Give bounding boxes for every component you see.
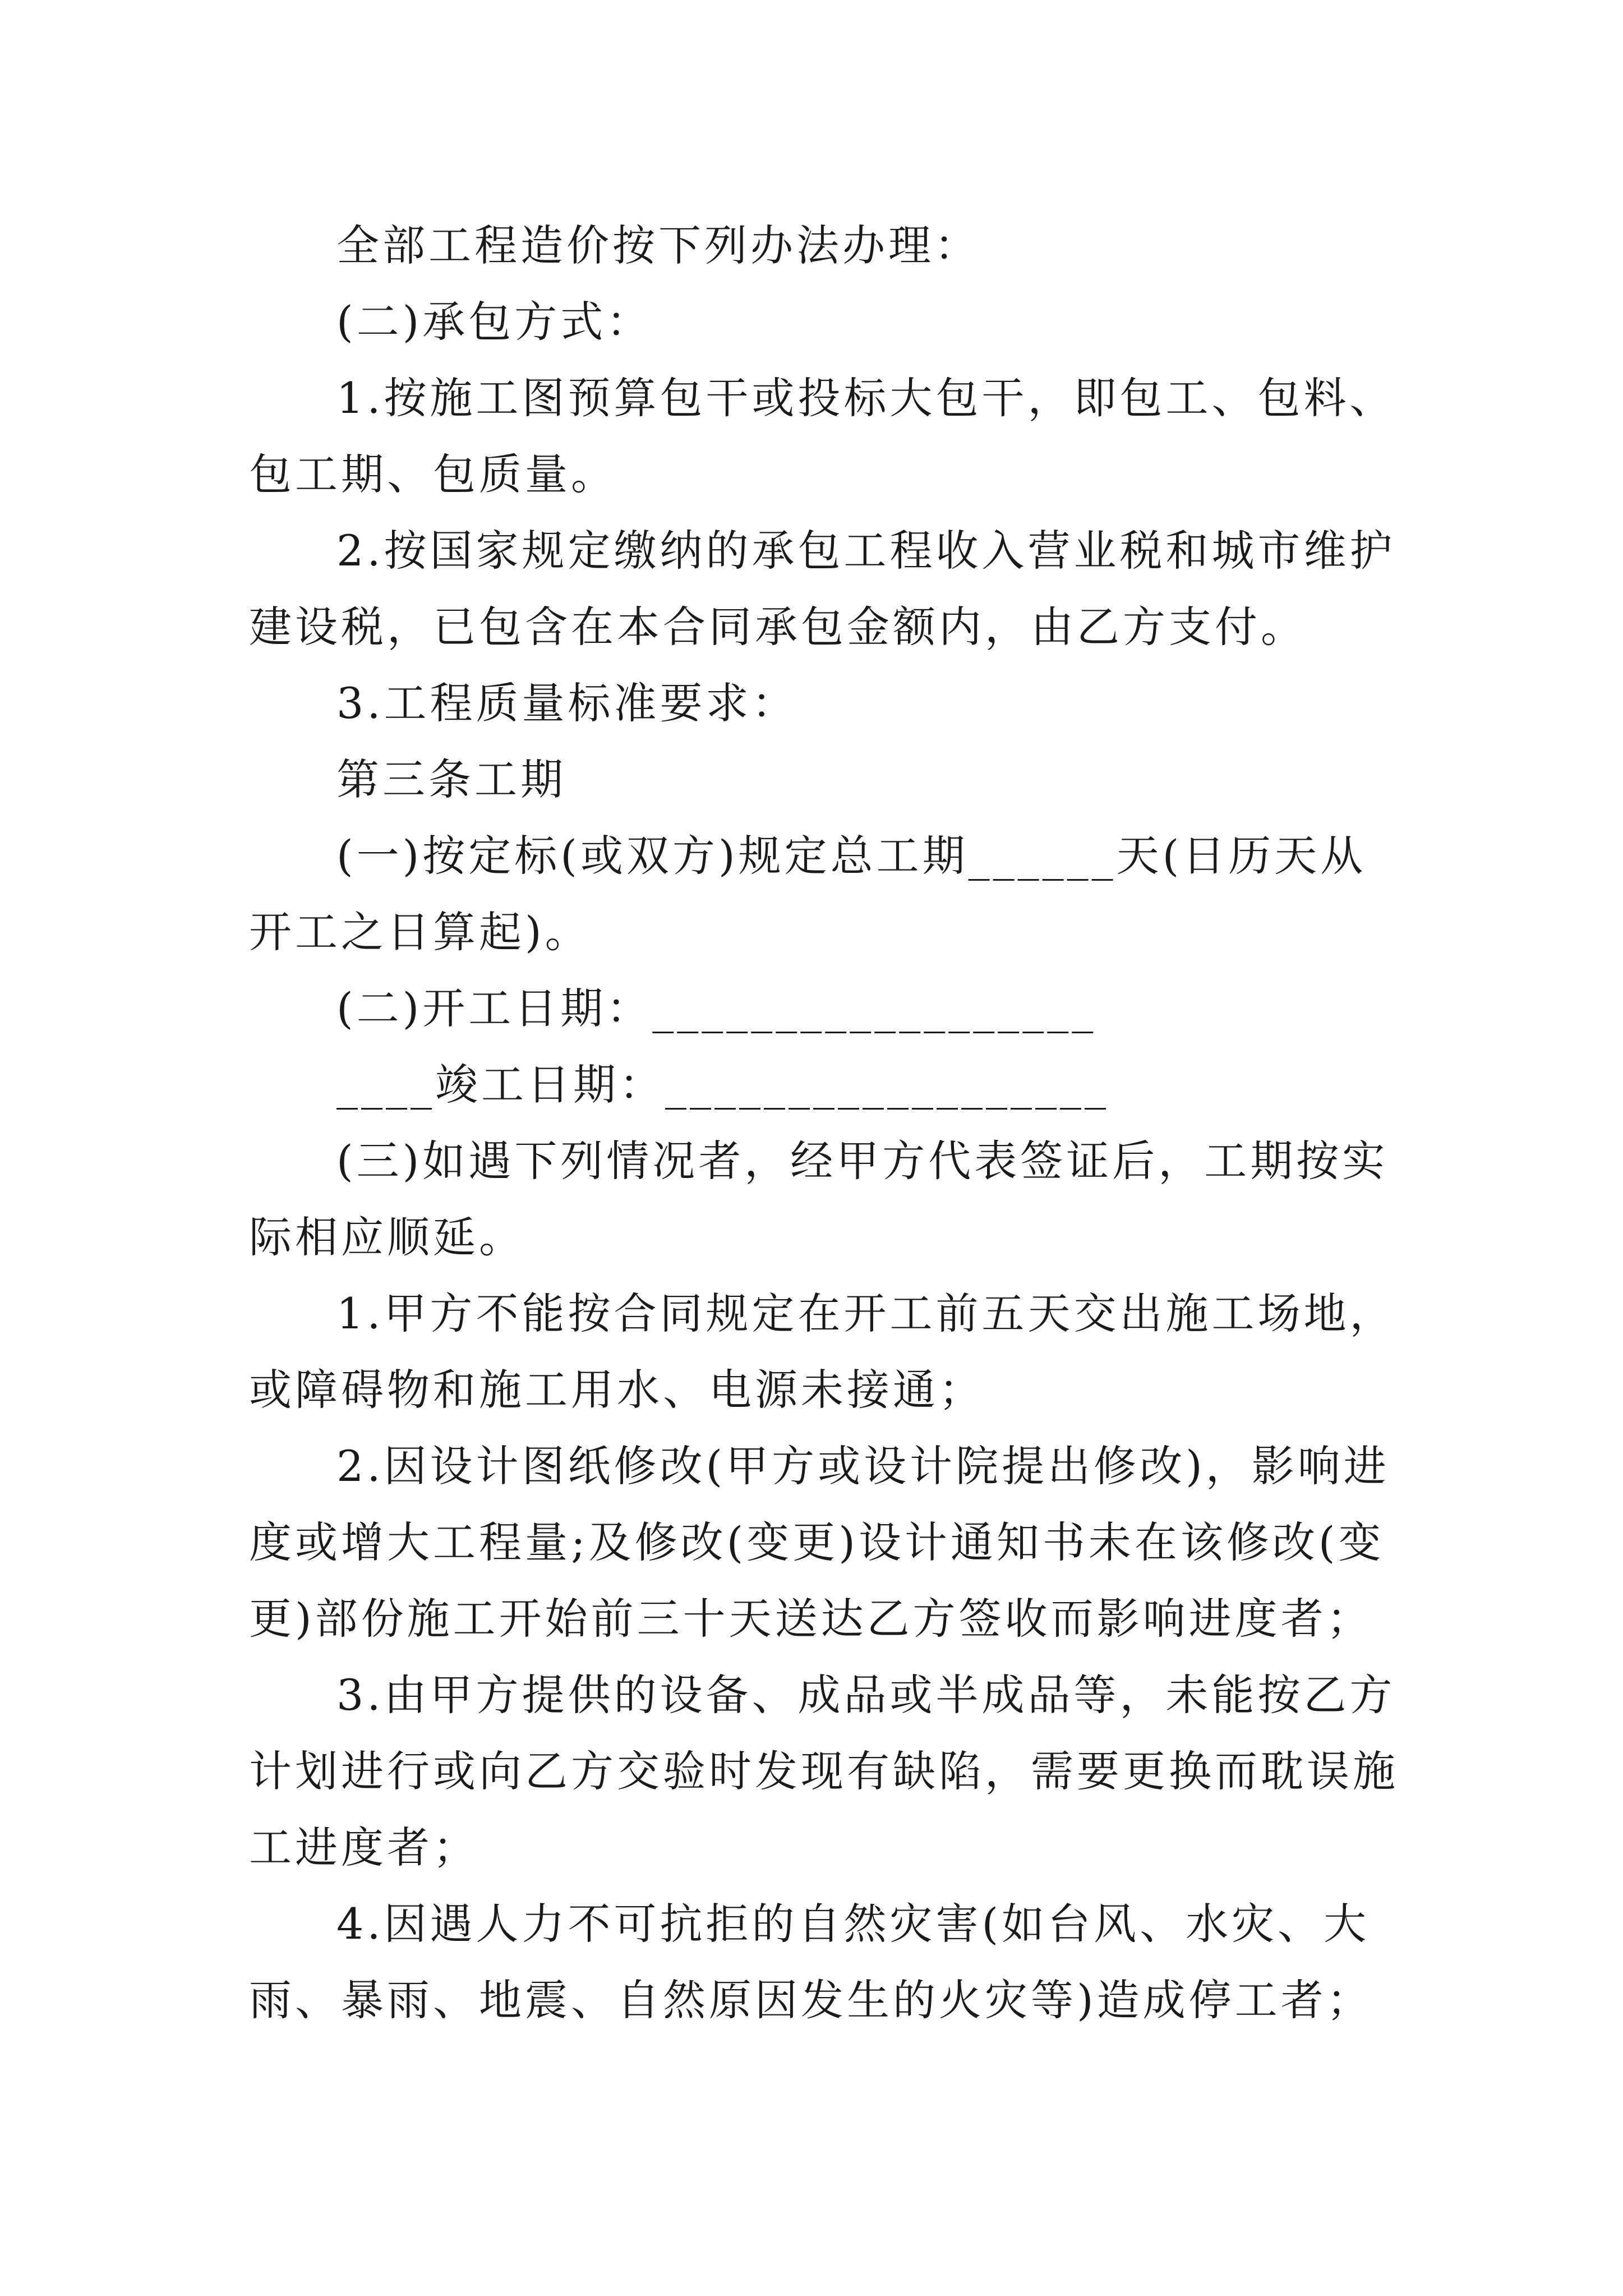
paragraph-condition-1-site: 1.甲方不能按合同规定在开工前五天交出施工场地，或障碍物和施工用水、电源未接通；	[249, 1289, 1396, 1415]
paragraph-article-3-heading: 第三条工期	[336, 754, 566, 804]
paragraph-item-2-tax: 2.按国家规定缴纳的承包工程收入营业税和城市维护建设税，已包含在本合同承包金额内，由乙方支付。	[249, 526, 1396, 652]
paragraph-extension-conditions: (三)如遇下列情况者，经甲方代表签证后，工期按实际相应顺延。	[249, 1136, 1389, 1262]
paragraph-condition-2-design: 2.因设计图纸修改(甲方或设计院提出修改)，影响进度或增大工程量;及修改(变更)设计通知书未在该修改(变更)部份施工开始前三十天送达乙方签收而影响进度者；	[249, 1441, 1390, 1644]
paragraph-item-3-quality: 3.工程质量标准要求：	[336, 678, 798, 728]
paragraph-contract-mode-heading: (二)承包方式：	[336, 297, 653, 347]
paragraph-condition-3-equipment: 3.由甲方提供的设备、成品或半成品等，未能按乙方计划进行或向乙方交验时发现有缺陷，需要更换而耽误施工进度者；	[249, 1670, 1399, 1872]
paragraph-start-date: (二)开工日期：__________________	[336, 983, 1097, 1033]
paragraph-condition-4-force-majeure: 4.因遇人力不可抗拒的自然灾害(如台风、水灾、大雨、暴雨、地震、自然原因发生的火灾等)造成停工者；	[249, 1899, 1373, 2025]
paragraph-completion-date: ____竣工日期：__________________	[336, 1060, 1109, 1110]
paragraph-total-duration: (一)按定标(或双方)规定总工期______天(日历天从开工之日算起)。	[249, 831, 1367, 957]
paragraph-item-1-lump-sum: 1.按施工图预算包干或投标大包干，即包工、包料、包工期、包质量。	[249, 373, 1396, 499]
paragraph-cost-method: 全部工程造价按下列办法办理：	[336, 220, 980, 270]
contract-text-block	[249, 208, 1399, 2039]
